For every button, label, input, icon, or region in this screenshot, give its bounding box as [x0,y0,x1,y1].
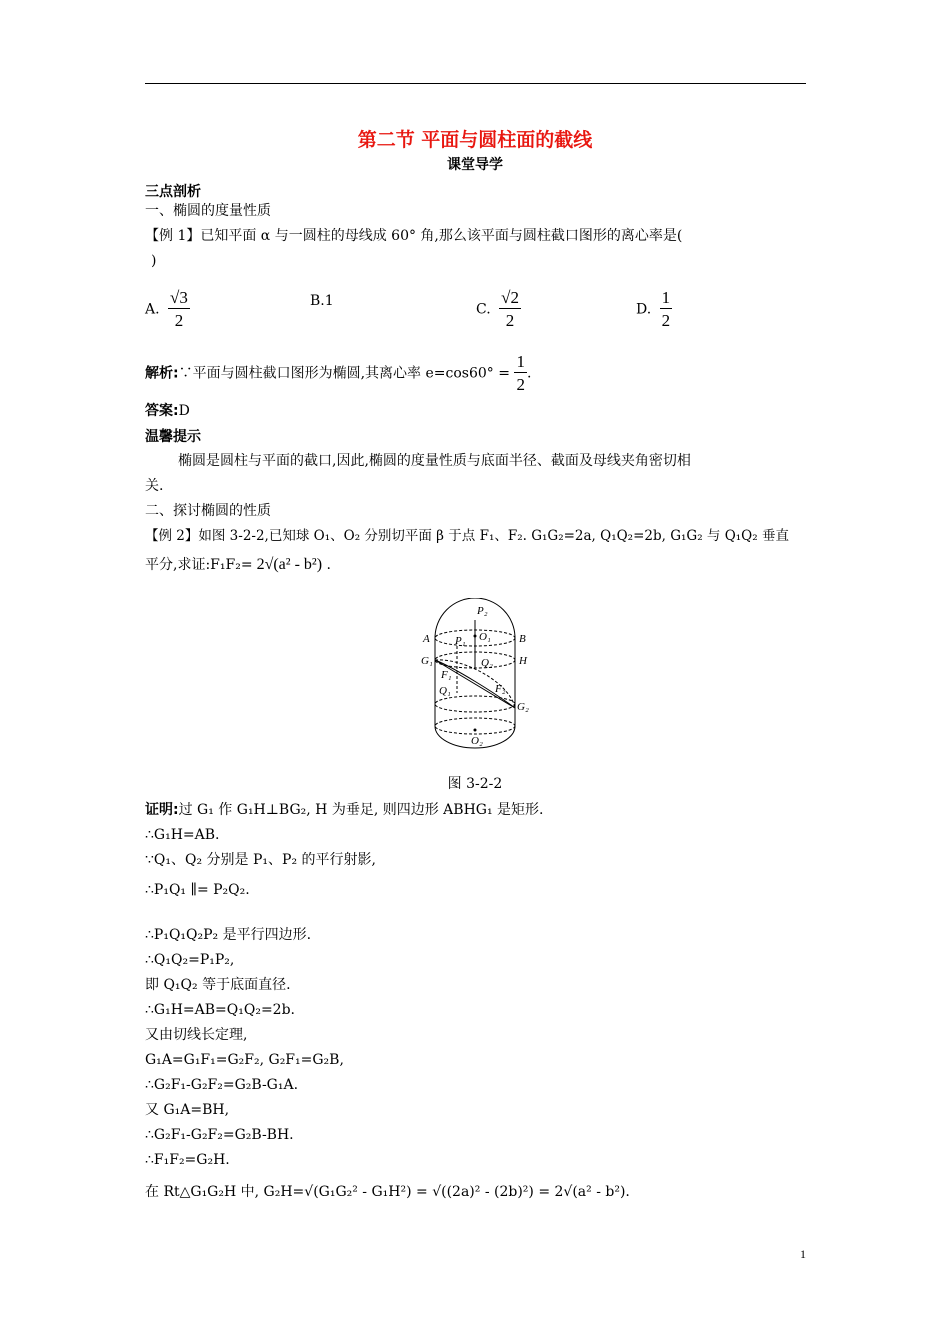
part-heading-2: 二、探讨椭圆的性质 [145,503,271,519]
figure-caption: 图 3-2-2 [447,776,503,792]
label-o1: O₁ [479,631,491,643]
label-a: A [423,633,430,645]
label-h: H [519,655,527,667]
tip-text-2: 关. [145,478,164,494]
proof-line-15: 在 Rt△G₁G₂H 中, G₂H=√(G₁G₂² - G₁H²) = √((2a)² - (2b)²) = 2√(a² - b²). [145,1184,630,1200]
example-2-claim: 平分,求证:F₁F₂= 2√(a² - b²) . [145,556,331,573]
page-number: 1 [800,1247,806,1261]
cylinder-figure [415,598,540,753]
label-b: B [519,633,526,645]
label-o2: O₂ [471,735,483,747]
proof-line-10: G₁A=G₁F₁=G₂F₂, G₂F₁=G₂B, [145,1052,344,1068]
section-subtitle: 课堂导学 [447,157,503,173]
label-f2: F₂ [495,683,506,695]
proof-line-9: 又由切线长定理, [145,1027,248,1043]
label-g1: G₁ [421,655,433,667]
label-g2: G₂ [517,701,529,713]
label-f1: F₁ [441,669,452,681]
example-1-text: 【例 1】已知平面 α 与一圆柱的母线成 60° 角,那么该平面与圆柱截口图形的离心率是( [145,228,683,244]
proof-line-12: 又 G₁A=BH, [145,1102,230,1118]
option-c: C. $\frac{√2}{2}$ [476,288,519,330]
answer-line: 答案:D [145,403,190,419]
header-rule [145,83,806,84]
proof-line-8: ∴G₁H=AB=Q₁Q₂=2b. [145,1002,296,1018]
example-1-paren: ) [151,253,157,269]
label-p2: P₂ [477,605,488,617]
analysis-line: 解析:∵平面与圆柱截口图形为椭圆,其离心率 e=cos60° = $\frac{1}{2}$ . [145,352,532,394]
example-2-text: 【例 2】如图 3-2-2,已知球 O₁、O₂ 分别切平面 β 于点 F₁、F₂. G₁G₂=2a, Q₁Q₂=2b, G₁G₂ 与 Q₁Q₂ 垂直 [145,528,789,544]
option-a-numerator: √3 [170,288,188,307]
heading-three-points: 三点剖析 [145,184,201,200]
option-a: A. $\frac{√3}{2}$ [145,288,188,330]
proof-line-14: ∴F₁F₂=G₂H. [145,1152,230,1168]
part-heading-1: 一、椭圆的度量性质 [145,203,271,219]
option-d: D. $\frac{1}{2}$ [636,288,671,330]
label-p1: P₁ [455,635,466,647]
proof-line-6: ∴Q₁Q₂=P₁P₂, [145,952,235,968]
tip-text-1: 椭圆是圆柱与平面的截口,因此,椭圆的度量性质与底面半径、截面及母线夹角密切相 [178,453,691,469]
proof-line-11: ∴G₂F₁-G₂F₂=G₂B-G₁A. [145,1077,299,1093]
tip-heading: 温馨提示 [145,429,201,445]
label-q2: Q₂ [481,657,493,669]
claim-formula: 2√(a² - b²) [256,556,323,573]
proof-line-13: ∴G₂F₁-G₂F₂=G₂B-BH. [145,1127,294,1143]
proof-line-5: ∴P₁Q₁Q₂P₂ 是平行四边形. [145,927,312,943]
proof-line-4: ∴P₁Q₁ ∥= P₂Q₂. [145,882,250,898]
proof-line-2: ∴G₁H=AB. [145,827,220,843]
section-title: 第二节 平面与圆柱面的截线 [357,129,593,151]
label-q1: Q₁ [439,685,451,697]
proof-line-1: 证明:过 G₁ 作 G₁H⊥BG₂, H 为垂足, 则四边形 ABHG₁ 是矩形. [145,802,544,818]
proof-line-3: ∵Q₁、Q₂ 分别是 P₁、P₂ 的平行射影, [145,852,376,868]
option-b: B.1 [310,293,334,309]
proof-line-7: 即 Q₁Q₂ 等于底面直径. [145,977,291,993]
